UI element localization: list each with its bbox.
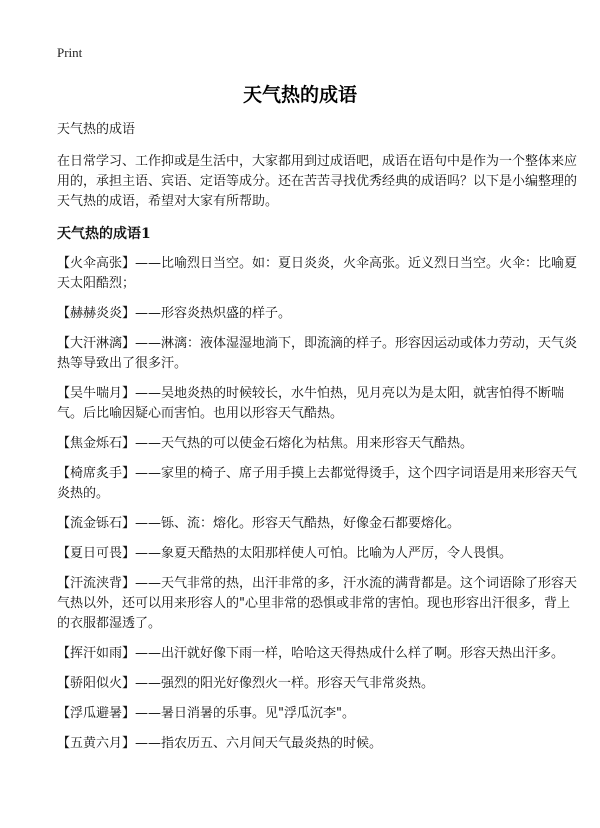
idiom-term: 【流金铄石】 — [57, 516, 136, 531]
idiom-definition: ——象夏天酷热的太阳那样使人可怕。比喻为人严厉，令人畏惧。 — [135, 546, 513, 561]
idiom-entry — [57, 734, 579, 754]
idiom-definition: ——铄、流：熔化。形容天气酷热，好像金石都要熔化。 — [135, 516, 461, 531]
idiom-entry — [57, 464, 579, 504]
idiom-definition: ——指农历五、六月间天气最炎热的时候。 — [135, 736, 383, 751]
intro-paragraph: 在日常学习、工作抑或是生活中，大家都用到过成语吧，成语在语句中是作为一个整体来应用的，承担主语、宾语、定语等成分。还在苦苦寻找优秀经典的成语吗？以下是小编整理的天气热的成语，希望对大家有所帮助。 — [57, 154, 578, 209]
idiom-entry — [57, 254, 579, 294]
idiom-definition: ——淋漓：液体湿湿地淌下，即流滴的样子。形容因运动或体力劳动，天气炎热等导致出了很多汗。 — [57, 336, 578, 371]
page-title: 天气热的成语 — [242, 84, 357, 106]
idiom-entry — [57, 514, 579, 534]
idiom-entry — [57, 384, 579, 424]
idiom-definition: ——形容炎热炽盛的样子。 — [135, 306, 292, 321]
idiom-definition: ——家里的椅子、席子用手摸上去都觉得烫手，这个四字词语是用来形容天气炎热的。 — [57, 466, 578, 501]
idiom-term: 【火伞高张】 — [57, 256, 136, 271]
idiom-entry — [57, 574, 579, 634]
idiom-entry — [57, 644, 579, 664]
idiom-term: 【吴牛喘月】 — [57, 386, 136, 401]
print-link[interactable]: Print — [57, 45, 83, 60]
idiom-entry — [57, 434, 579, 454]
idiom-definition: ——比喻烈日当空。如：夏日炎炎，火伞高张。近义烈日当空。火伞：比喻夏天太阳酷烈； — [57, 256, 578, 291]
idiom-definition: ——强烈的阳光好像烈火一样。形容天气非常炎热。 — [135, 676, 435, 691]
section-heading: 天气热的成语1 — [57, 226, 151, 242]
idiom-term: 【五黄六月】 — [57, 736, 136, 751]
idiom-term: 【大汗淋漓】 — [57, 336, 136, 351]
article-body — [57, 120, 579, 764]
idiom-term: 【挥汗如雨】 — [57, 646, 136, 661]
idiom-entry — [57, 304, 579, 324]
idiom-entry — [57, 704, 579, 724]
idiom-definition: ——出汗就好像下雨一样，哈哈这天得热成什么样了啊。形容天热出汗多。 — [135, 646, 565, 661]
idiom-term: 【浮瓜避暑】 — [57, 706, 136, 721]
idiom-entry — [57, 334, 579, 374]
idiom-term: 【椅席炙手】 — [57, 466, 136, 481]
idiom-definition: ——吴地炎热的时候较长，水牛怕热，见月亮以为是太阳，就害怕得不断喘气。后比喻因疑心而害怕。也用以形容天气酷热。 — [57, 386, 565, 421]
idiom-term: 【赫赫炎炎】 — [57, 306, 136, 321]
idiom-term: 【汗流浃背】 — [57, 576, 136, 591]
idiom-entry — [57, 674, 579, 694]
article-subtitle: 天气热的成语 — [57, 122, 136, 137]
idiom-definition: ——暑日消暑的乐事。见"浮瓜沉李"。 — [135, 706, 355, 721]
idiom-term: 【骄阳似火】 — [57, 676, 136, 691]
idiom-term: 【夏日可畏】 — [57, 546, 136, 561]
idiom-definition: ——天气非常的热，出汗非常的多，汗水流的满背都是。这个词语除了形容天气热以外，还可以用来形容人的"心里非常的恐惧或非常的害怕。现也形容出汗很多，背上的衣服都湿透了。 — [57, 576, 578, 631]
idiom-term: 【焦金烁石】 — [57, 436, 136, 451]
idiom-definition: ——天气热的可以使金石熔化为枯焦。用来形容天气酷热。 — [135, 436, 474, 451]
idiom-entry — [57, 544, 579, 564]
